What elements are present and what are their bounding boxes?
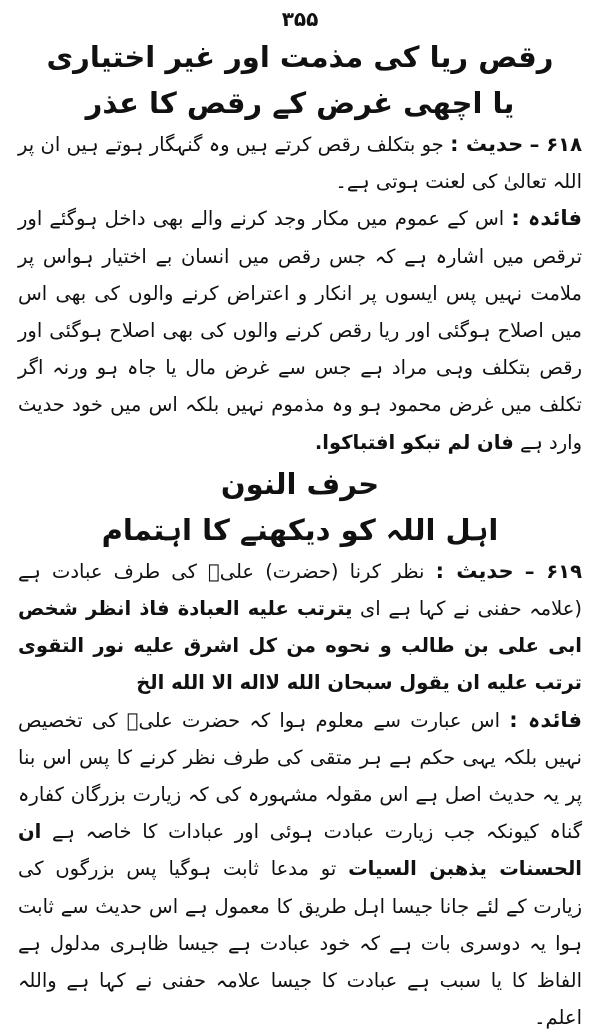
hadith-number: ۶۱۹ – (524, 559, 582, 583)
hadith-number: ۶۱۸ – (529, 133, 582, 156)
hadith-text: جو بتکلف رقص کرتے ہیں وہ گنہگار ہوتے ہیں ان پر اللہ تعالیٰ کی لعنت ہوتی ہے۔ (18, 133, 582, 194)
section-title-ahl-allah: اہل اللہ کو دیکھنے کا اہتمام (101, 512, 499, 547)
faida-arabic: ان الحسنات یذھبن السیات (18, 820, 582, 881)
faida-label: فائدہ : (509, 707, 583, 732)
faida-text-part-1: اس عبارت سے معلوم ہوا کہ حضرت علیؓ کی تخصیص نہیں بلکہ یہی حکم ہے ہر متقی کی طرف نظر کرنے کا پس اس بنا پر یہ حدیث اصل ہے اس مقولہ مشہورہ کی کہ زیارت بزرگان کفارہ گناہ کیونکہ جب زیارت عبادت ہوئی اور عبادات کا خاصہ ہے (18, 708, 582, 844)
faida-text: اس کے عموم میں مکار وجد کرنے والے بھی داخل ہوگئے اور ترقص میں اشارہ ہے کہ جس رقص میں انسان بے اختیار ہواس پر ملامت نہیں پس ایسوں پر انکار و اعتراض کرنے والوں کی بھی اس میں اصلاح ہوگئی اور ریا رقص کرنے والوں کی بھی اصلاح ہوگئی اور رقص بتکلف وہی مراد ہے جس سے غرض مال یا جاہ ہو ورنہ اگر تکلف میں غرض محمود ہو وہ مذموم نہیں بلکہ اس میں خود حدیث وارد ہے (18, 207, 582, 454)
page-number: ۳۵۵ (281, 7, 319, 31)
hadith-618 (18, 126, 582, 200)
faida-1 (18, 200, 582, 460)
section-title-line-1: رقص ریا کی مذمت اور غیر اختیاری (46, 40, 554, 74)
hadith-619 (18, 553, 582, 702)
section-title-line-2: یا اچھی غرض کے رقص کا عذر (85, 86, 515, 120)
hadith-text: نظر کرنا (حضرت) علیؓ کی طرف عبادت ہے (علامہ حفنی نے کہا ہے ای (18, 559, 582, 621)
faida-label: فائدہ : (511, 206, 583, 231)
hadith-label: حدیث : (435, 558, 514, 583)
faida-arabic: فان لم تبکو افتباکوا. (314, 430, 514, 454)
hadith-label: حدیث : (450, 132, 524, 156)
hadith-arabic: یترتب علیه العبادة فاذ انظر شخص ابی علی بن طالب و نحوه من کل اشرق علیه نور التقوی ترتب علیه ان یقول سبحان الله لااله الا الله الخ (18, 597, 582, 695)
faida-2 (18, 702, 582, 1036)
faida-text-part-2: تو مدعا ثابت ہوگیا پس بزرگوں کی زیارت کے لئے جانا جیسا اہل طریق کا معمول ہے اس حدیث سے ثابت ہوا یہ دوسری بات ہے کہ خود عبادت ہے جیسا ظاہری مدلول ہے الفاظ کا یا سبب ہے عبادت کا جیسا علامہ حفنی نے کہا ہے واللہ اعلم۔ (18, 857, 582, 1030)
section-title-harf-al-noon: حرف النون (220, 466, 380, 501)
